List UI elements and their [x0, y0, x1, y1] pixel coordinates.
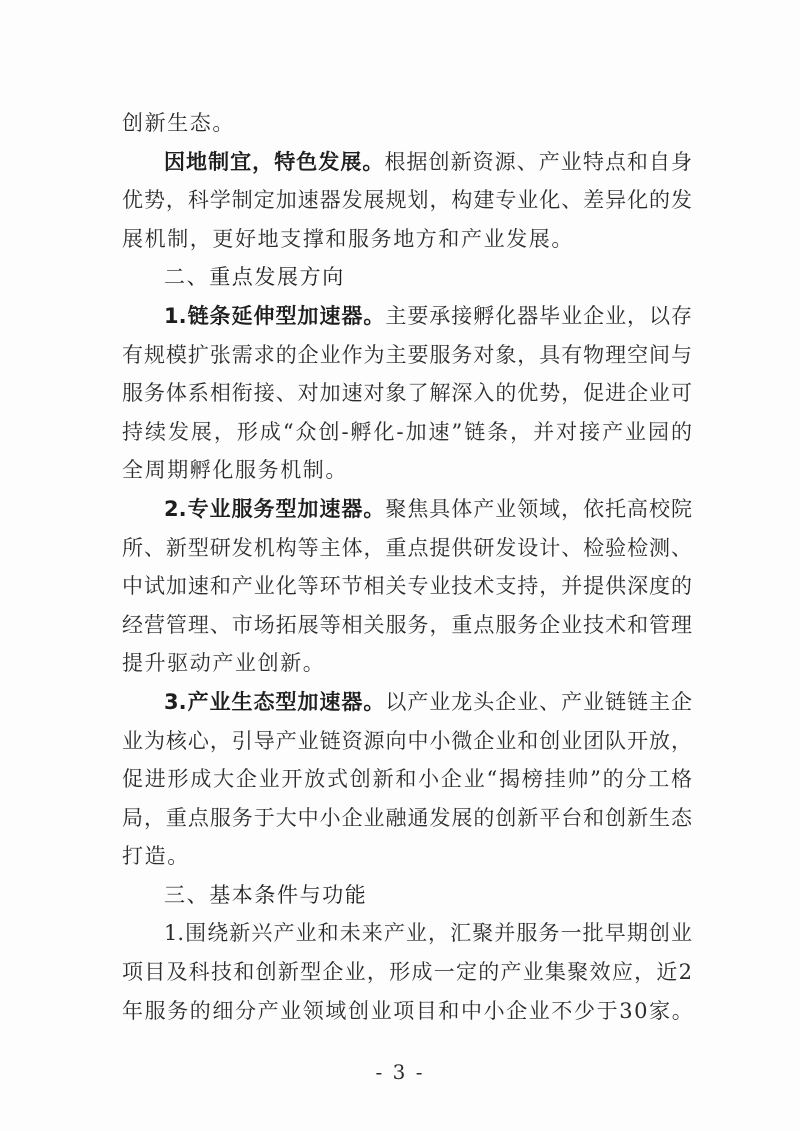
- bold-lead: 1.链条延伸型加速器。: [164, 303, 386, 328]
- paragraph-line: 项目及科技和创新型企业，形成一定的产业集聚效应，近2: [122, 960, 692, 985]
- lead-rest: 聚焦具体产业领域，依托高校院: [385, 496, 693, 521]
- paragraph-line: 展机制，更好地支撑和服务地方和产业发展。: [122, 226, 574, 251]
- body-text: [122, 104, 695, 1030]
- paragraph-first-line: [122, 297, 692, 336]
- paragraph-first-line: [122, 683, 692, 722]
- bold-lead: 3.产业生态型加速器。: [164, 689, 386, 714]
- paragraph-line: 局，重点服务于大中小企业融通发展的创新平台和创新生态: [122, 805, 692, 830]
- paragraph-first-line: 1.围绕新兴产业和未来产业，汇聚并服务一批早期创业: [164, 921, 692, 946]
- paragraph-line: 所、新型研发机构等主体，重点提供研发设计、检验检测、: [122, 535, 692, 560]
- paragraph-line: 提升驱动产业创新。: [122, 651, 326, 676]
- paragraph-line: 打造。: [122, 844, 190, 869]
- paragraph-line: 业为核心，引导产业链资源向中小微企业和创业团队开放，: [122, 728, 692, 753]
- paragraph-line: 中试加速和产业化等环节相关专业技术支持，并提供深度的: [122, 574, 692, 599]
- paragraph-line: 年服务的细分产业领域创业项目和中小企业不少于30家。: [122, 998, 695, 1023]
- page-number: - 3 -: [375, 1060, 425, 1084]
- paragraph-line: 持续发展，形成“众创-孵化-加速”链条，并对接产业园的: [122, 419, 692, 444]
- paragraph-line: 有规模扩张需求的企业作为主要服务对象，具有物理空间与: [122, 342, 692, 367]
- section-heading: 二、重点发展方向: [164, 265, 345, 290]
- lead-rest: 以产业龙头企业、产业链链主企: [385, 689, 693, 714]
- paragraph-first-line: [122, 490, 692, 529]
- paragraph-first-line: [122, 143, 692, 182]
- lead-rest: 主要承接孵化器毕业企业，以存: [385, 303, 693, 328]
- paragraph-line: 创新生态。: [122, 111, 235, 135]
- paragraph-line: 服务体系相衔接、对加速对象了解深入的优势，促进企业可: [122, 381, 692, 406]
- lead-rest: 根据创新资源、产业特点和自身: [384, 149, 693, 174]
- paragraph-line: 促进形成大企业开放式创新和小企业“揭榜挂帅”的分工格: [122, 767, 692, 792]
- paragraph-line: 经营管理、市场拓展等相关服务，重点服务企业技术和管理: [122, 612, 692, 637]
- bold-lead: 2.专业服务型加速器。: [164, 496, 386, 521]
- bold-lead: 因地制宜，特色发展。: [164, 149, 385, 174]
- paragraph-line: 全周期孵化服务机制。: [122, 458, 348, 483]
- paragraph-line: 优势，科学制定加速器发展规划，构建专业化、差异化的发: [122, 188, 692, 213]
- section-heading: 三、基本条件与功能: [164, 882, 368, 907]
